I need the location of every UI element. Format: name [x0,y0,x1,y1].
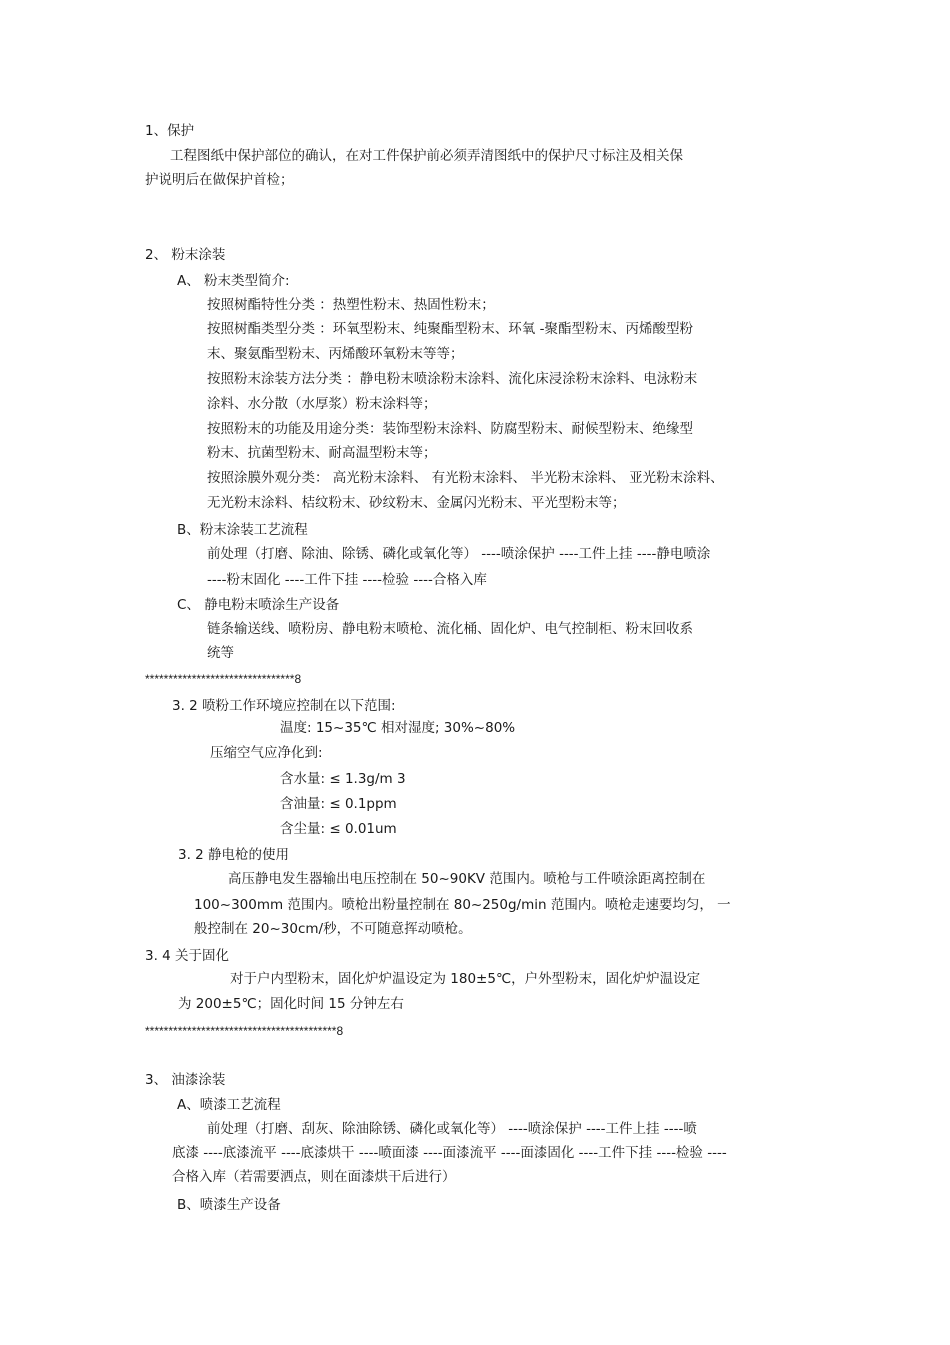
section-3-2-gun-line: 高压静电发生器输出电压控制在 50~90KV 范围内。喷枪与工件喷涂距离控制在 [228,871,706,887]
section-1-paragraph-line-1: 工程图纸中保护部位的确认，在对工件保护前必须弄清图纸中的保护尺寸标注及相关保 [170,148,683,164]
asterisk-divider: ********************************8 [145,672,302,686]
section-3a-line: 合格入库（若需要洒点，则在面漆烘干后进行） [172,1169,456,1185]
section-2c-line: 统等 [207,645,234,661]
section-2b-line: ----粉末固化 ----工件下挂 ----检验 ----合格入库 [207,572,487,588]
section-2a-title: A、 粉末类型简介: [177,273,290,289]
section-2b-line: 前处理（打磨、除油、除锈、磷化或氧化等） ----喷涂保护 ----工件上挂 ----静电喷涂 [207,546,711,562]
section-1-heading: 1、保护 [145,123,195,139]
section-3a-title: A、喷漆工艺流程 [177,1097,281,1113]
section-2a-line: 按照粉末的功能及用途分类：装饰型粉末涂料、防腐型粉末、耐候型粉末、绝缘型 [207,421,693,437]
section-3-4-line: 对于户内型粉末，固化炉炉温设定为 180±5℃，户外型粉末，固化炉炉温设定 [230,971,701,987]
section-2-heading: 2、 粉末涂装 [145,247,226,263]
section-3-4-line: 为 200±5℃；固化时间 15 分钟左右 [178,996,404,1012]
section-3-4-heading: 3. 4 关于固化 [145,948,230,964]
asterisk-divider: *****************************************8 [145,1024,344,1038]
section-2a-line: 按照涂膜外观分类： 高光粉末涂料、 有光粉末涂料、 半光粉末涂料、 亚光粉末涂料、 [207,470,724,486]
section-2a-line: 无光粉末涂料、桔纹粉末、砂纹粉末、金属闪光粉末、平光型粉末等； [207,495,626,511]
oil-content-spec: 含油量: ≤ 0.1ppm [280,796,397,812]
section-3-2-gun-line: 100~300mm 范围内。喷枪出粉量控制在 80~250g/min 范围内。喷枪走速要均匀， 一 [194,897,731,913]
section-3a-line: 前处理（打磨、刮灰、除油除锈、磷化或氧化等） ----喷涂保护 ----工件上挂 ----喷 [207,1121,697,1137]
section-2b-title: B、粉末涂装工艺流程 [177,522,308,538]
section-2a-line: 按照树酯特性分类 ：热塑性粉末、热固性粉末； [207,297,495,313]
section-3-heading: 3、 油漆涂装 [145,1072,226,1088]
compressed-air-label: 压缩空气应净化到: [210,745,323,761]
section-3-2-gun-heading: 3. 2 静电枪的使用 [178,847,290,863]
water-content-spec: 含水量: ≤ 1.3g/m 3 [280,771,406,787]
section-3b-title: B、喷漆生产设备 [177,1197,281,1213]
section-3a-line: 底漆 ----底漆流平 ----底漆烘干 ----喷面漆 ----面漆流平 ----面漆固化 ----工件下挂 ----检验 ---- [172,1145,727,1161]
section-2a-line: 按照树酯类型分类 ：环氧型粉末、纯聚酯型粉末、环氧 -聚酯型粉末、丙烯酸型粉 [207,321,693,337]
section-2a-line: 粉末、抗菌型粉末、耐高温型粉末等； [207,445,437,461]
section-2c-title: C、 静电粉末喷涂生产设备 [177,597,340,613]
section-1-paragraph-line-2: 护说明后在做保护首检； [145,172,294,188]
environment-values: 温度: 15~35℃ 相对湿度; 30%~80% [280,720,516,736]
section-3-2-gun-line: 般控制在 20~30cm/秒，不可随意挥动喷枪。 [194,921,472,937]
section-2c-line: 链条输送线、喷粉房、静电粉末喷枪、流化桶、固化炉、电气控制柜、粉末回收系 [207,621,693,637]
section-2a-line: 末、聚氨酯型粉末、丙烯酸环氧粉末等等； [207,346,464,362]
dust-content-spec: 含尘量: ≤ 0.01um [280,821,397,837]
section-2a-line: 按照粉末涂装方法分类 ：静电粉末喷涂粉末涂料、流化床浸涂粉末涂料、电泳粉末 [207,371,698,387]
section-2a-line: 涂料、水分散（水厚浆）粉末涂料等； [207,396,437,412]
section-3-2-env-heading: 3. 2 喷粉工作环境应控制在以下范围: [172,698,396,714]
